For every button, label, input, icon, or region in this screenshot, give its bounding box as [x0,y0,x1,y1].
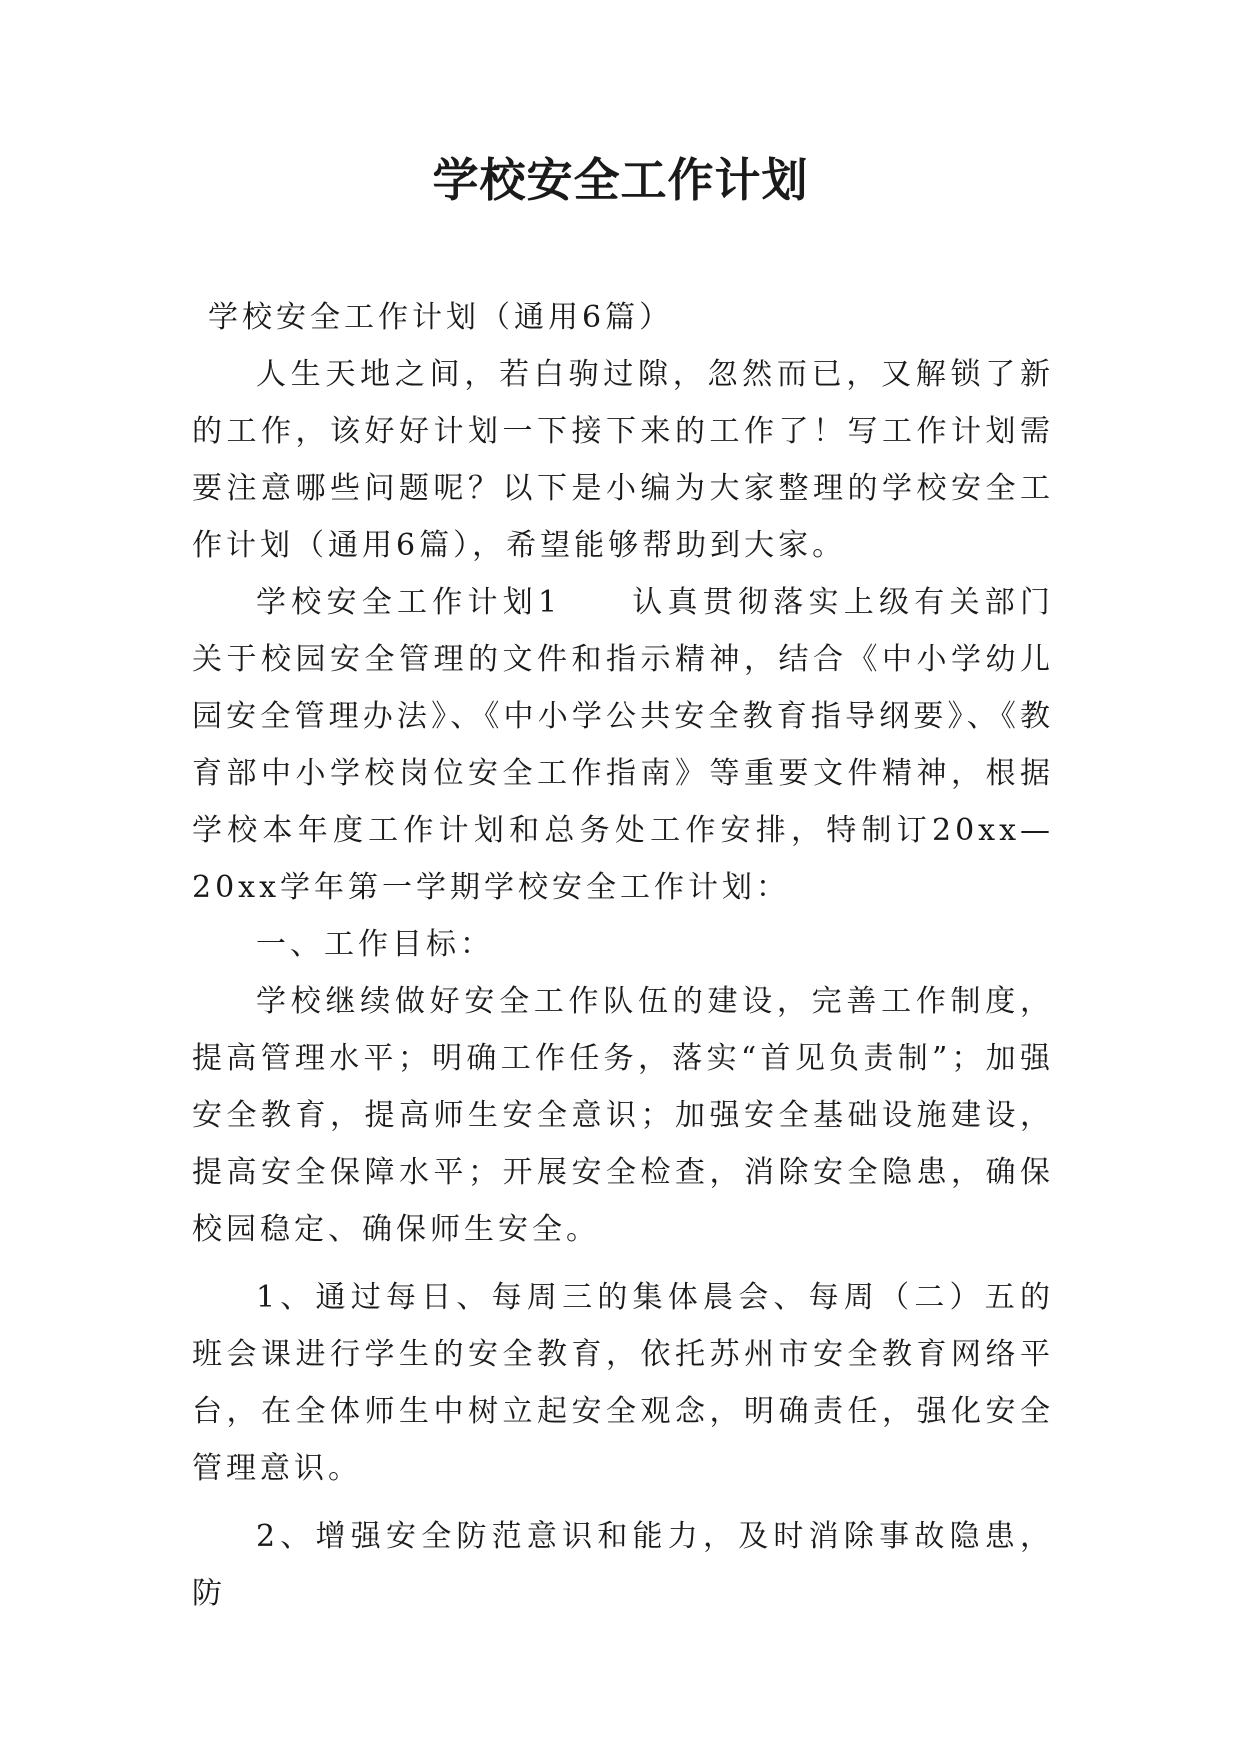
section-1-paragraph [192,574,1054,916]
item-1-paragraph: 1、通过每日、每周三的集体晨会、每周（二）五的班会课进行学生的安全教育，依托苏州市安全教育网络平台，在全体师生中树立起安全观念，明确责任，强化安全管理意识。 [192,1280,1054,1486]
section-1-text: 认真贯彻落实上级有关部门关于校园安全管理的文件和指示精神，结合《中小学幼儿园安全管理办法》、《中小学公共安全教育指导纲要》、《教育部中小学校岗位安全工作指南》等重要文件精神，根据学校本年度工作计划和总务处工作安排，特制订20xx—20xx学年第一学期学校安全工作计划： [192,585,1055,905]
section-1-heading: 学校安全工作计划1 [256,585,562,620]
goal-paragraph: 学校继续做好安全工作队伍的建设，完善工作制度，提高管理水平；明确工作任务，落实“首见负责制”；加强安全教育，提高师生安全意识；加强安全基础设施建设，提高安全保障水平；开展安全检查，消除安全隐患，确保校园稳定、确保师生安全。 [192,984,1054,1247]
document-title: 学校安全工作计划 [432,153,809,207]
goal-heading: 一、工作目标： [256,927,494,962]
document-body [192,289,1054,1622]
intro-paragraph: 人生天地之间，若白驹过隙，忽然而已，又解锁了新的工作，该好好计划一下接下来的工作了！写工作计划需要注意哪些问题呢？以下是小编为大家整理的学校安全工作计划（通用6篇），希望能够帮助到大家。 [192,357,1054,563]
item-2-paragraph: 2、增强安全防范意识和能力，及时消除事故隐患，防 [192,1519,1054,1611]
document-subtitle: 学校安全工作计划（通用6篇） [208,300,674,335]
